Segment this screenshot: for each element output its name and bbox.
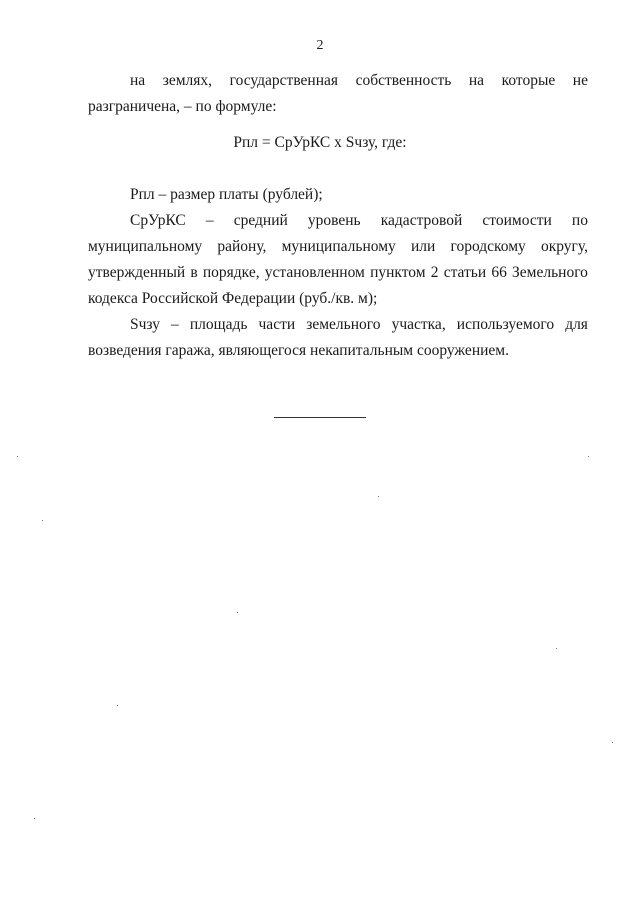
paragraph1-line1 bbox=[130, 71, 588, 91]
word: используемого bbox=[456, 316, 555, 333]
word: утвержденный bbox=[88, 264, 186, 281]
word: статьи bbox=[443, 264, 487, 281]
word: части bbox=[258, 316, 296, 333]
word: району, bbox=[217, 238, 267, 255]
scan-speck bbox=[17, 456, 18, 457]
word: муниципальному bbox=[281, 238, 396, 255]
definition-rpl: Рпл – размер платы (рублей); bbox=[130, 186, 323, 203]
word: не bbox=[572, 72, 588, 89]
scan-speck bbox=[42, 520, 43, 521]
word: по bbox=[571, 212, 588, 229]
page-number: 2 bbox=[316, 38, 324, 53]
scan-speck bbox=[34, 818, 35, 819]
word: порядке, bbox=[202, 264, 260, 281]
word: муниципальному bbox=[88, 238, 203, 255]
word: государственная bbox=[229, 72, 339, 89]
word: установленном bbox=[264, 264, 365, 281]
word: на bbox=[468, 72, 485, 89]
scan-speck bbox=[588, 456, 589, 457]
definition-srurks-line4: кодекса Российской Федерации (руб./кв. м); bbox=[88, 290, 378, 307]
word: стоимости bbox=[482, 212, 552, 229]
scan-speck bbox=[117, 705, 118, 706]
word: землях, bbox=[162, 72, 213, 89]
word: Sчзу bbox=[130, 316, 160, 333]
word: для bbox=[565, 316, 588, 333]
word: или bbox=[410, 238, 436, 255]
word: средний bbox=[233, 212, 288, 229]
word: земельного bbox=[306, 316, 381, 333]
word: городскому bbox=[450, 238, 526, 255]
word: в bbox=[190, 264, 198, 281]
word: которые bbox=[501, 72, 556, 89]
word: 66 bbox=[491, 264, 507, 281]
separator-line bbox=[274, 417, 366, 418]
word: кадастровой bbox=[380, 212, 463, 229]
scan-speck bbox=[612, 742, 613, 743]
scan-speck bbox=[556, 648, 557, 649]
word: собственность bbox=[355, 72, 452, 89]
word: округу, bbox=[540, 238, 588, 255]
word: – bbox=[171, 316, 179, 333]
definition-schzu-line2: возведения гаража, являющегося некапитальным сооружением. bbox=[88, 342, 509, 359]
formula: Рпл = СрУрКС х Sчзу, где: bbox=[233, 134, 407, 151]
word: пунктом bbox=[370, 264, 426, 281]
word: Земельного bbox=[512, 264, 588, 281]
definition-srurks-line3 bbox=[88, 263, 588, 283]
definition-srurks-line2 bbox=[88, 237, 588, 257]
scan-speck bbox=[378, 496, 379, 497]
word: на bbox=[130, 72, 146, 89]
word: уровень bbox=[307, 212, 361, 229]
word: 2 bbox=[430, 264, 439, 281]
word: СрУрКС bbox=[130, 212, 186, 229]
word: – bbox=[205, 212, 214, 229]
word: участка, bbox=[391, 316, 446, 333]
definition-schzu-line1 bbox=[130, 315, 588, 335]
scan-speck bbox=[237, 612, 238, 613]
word: площадь bbox=[189, 316, 248, 333]
paragraph1-line2: разграничена, – по формуле: bbox=[88, 98, 277, 115]
definition-srurks-line1 bbox=[130, 211, 588, 231]
